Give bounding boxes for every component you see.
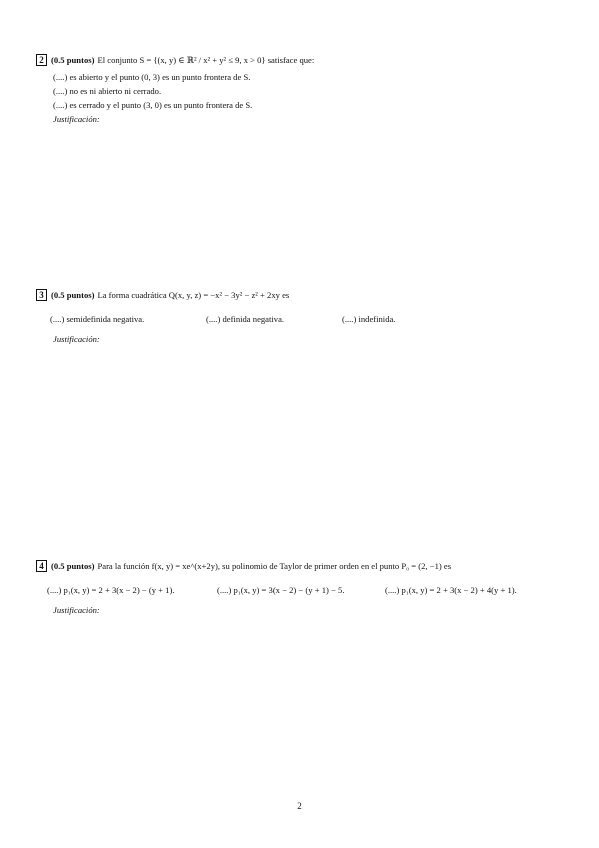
option-item[interactable]: (....) es cerrado y el punto (3, 0) es un punto frontera de S.: [53, 100, 253, 110]
option-item[interactable]: (....) no es ni abierto ni cerrado.: [53, 86, 162, 96]
option-item[interactable]: (....) p₁(x, y) = 3(x − 2) − (y + 1) − 5.: [217, 585, 345, 595]
question-2-header: [36, 54, 576, 66]
question-points: (0.5 puntos): [51, 290, 95, 300]
option-item[interactable]: (....) es abierto y el punto (0, 3) es un punto frontera de S.: [53, 72, 251, 82]
option-item[interactable]: (....) semidefinida negativa.: [50, 314, 145, 324]
option-item[interactable]: (....) p₁(x, y) = 2 + 3(x − 2) − (y + 1).: [47, 585, 175, 595]
question-statement: El conjunto S = {(x, y) ∈ ℝ² / x² + y² ≤ 9, x > 0} satisface que:: [97, 55, 315, 65]
question-number-box: 2: [36, 54, 47, 66]
question-3: [36, 289, 576, 345]
option-row: [47, 584, 576, 596]
question-points: (0.5 puntos): [51, 561, 95, 571]
option-item[interactable]: (....) p₁(x, y) = 2 + 3(x − 2) + 4(y + 1).: [385, 585, 517, 595]
option-list: [53, 70, 576, 112]
question-number-box: 3: [36, 289, 47, 301]
question-statement: La forma cuadrática Q(x, y, z) = −x² − 3y² − z² + 2xy es: [97, 290, 290, 300]
question-statement: Para la función f(x, y) = xe^(x+2y), su polinomio de Taylor de primer orden en el punto P₀ = (2, −1) es: [97, 561, 452, 571]
justification-label: Justificación:: [53, 334, 100, 344]
justification-label: Justificación:: [53, 605, 100, 615]
question-points: (0.5 puntos): [51, 55, 95, 65]
page-number: 2: [297, 801, 302, 811]
justification-label: Justificación:: [53, 114, 100, 124]
question-3-header: [36, 289, 576, 301]
option-row: [50, 313, 576, 325]
question-4: [36, 560, 576, 616]
question-number-box: 4: [36, 560, 47, 572]
option-item[interactable]: (....) indefinida.: [342, 314, 396, 324]
question-2: [36, 54, 576, 125]
question-4-header: [36, 560, 576, 572]
option-item[interactable]: (....) definida negativa.: [206, 314, 285, 324]
